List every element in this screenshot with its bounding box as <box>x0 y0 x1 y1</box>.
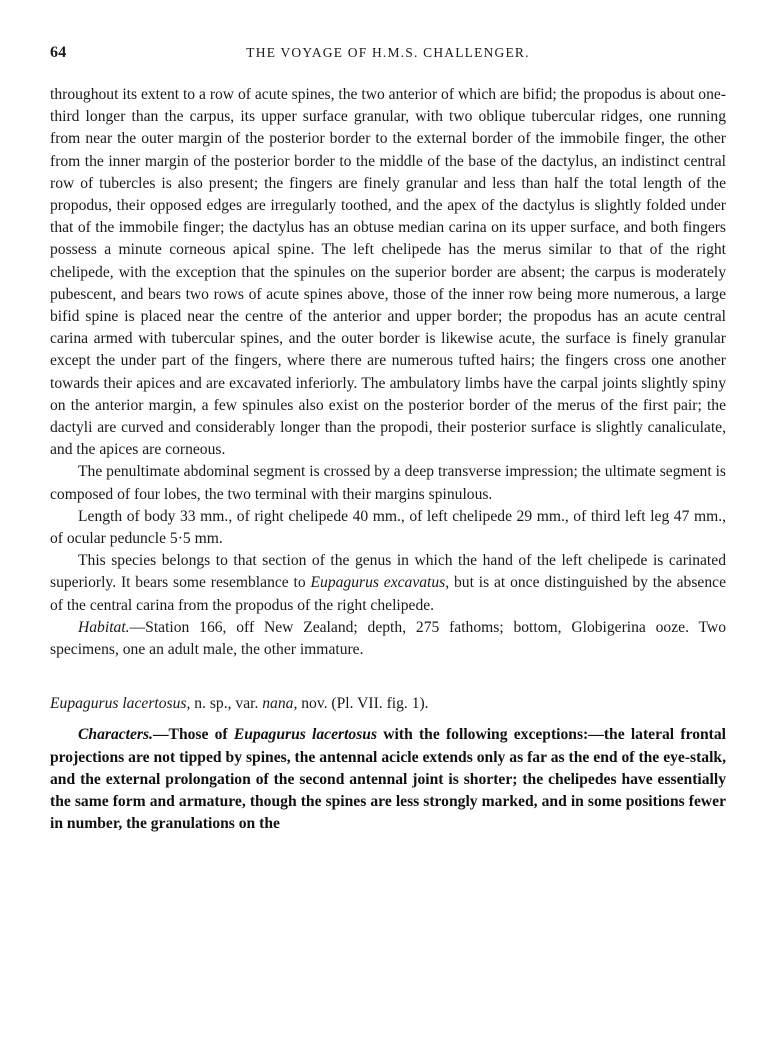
characters-species: Eupagurus lacertosus <box>233 726 378 744</box>
remarks-text-1: This species belongs to that section of the genus in which the hand of the left chelipede is carinated superiorly. It bears some resemblance to <box>50 552 726 592</box>
characters-pre: —Those of <box>152 726 234 744</box>
paragraph-measurements: Length of body 33 mm., of right chelipede 40 mm., of left chelipede 29 mm., of third left leg 47 mm., of ocular peduncle 5·5 mm. <box>50 507 726 548</box>
characters-label: Characters. <box>78 726 153 744</box>
section-gap <box>50 661 726 693</box>
running-head: THE VOYAGE OF H.M.S. CHALLENGER. <box>246 45 530 60</box>
heading-end: nov. (Pl. VII. fig. 1). <box>297 695 429 713</box>
habitat-label: Habitat. <box>78 618 130 636</box>
paragraph-description: throughout its extent to a row of acute spines, the two anterior of which are bifid; the propodus is about one-third longer than the carpus, its upper surface granular, with two oblique tubercular ridges, one running from near the outer margin of the posterior border to the external border of the immobile finger, the other from the inner margin of the posterior border to the middle of the base of the dactylus, an indistinct central row of tubercles is also present; the fingers are finely granular and less than half the total length of the propodus, their opposed edges are irregularly toothed, and the apex of the dactylus is slightly folded under that of the immobile finger; the dactylus has an obtuse median carina on its upper surface, and both fingers possess a minute corneous apical spine. The left chelipede has the merus similar to that of the right chelipede, with the exception that the spinules on the superior border are absent; the carpus is moderately pubescent, and bears two rows of acute spines above, those of the inner row being more numerous, a large bifid spine is placed near the centre of the anterior and upper border; the propodus has an acute central carina armed with tubercular spines, and the outer border is likewise acute, the surface is finely granular except the under part of the fingers, where there are numerous tufted hairs; the fingers cross one another towards their apices and are excavated inferiorly. The ambulatory limbs have the carpal joints slightly spiny on the anterior margin, a few spinules also exist on the posterior border of the merus of the first pair; the dactyli are curved and considerably longer than the propodi, their posterior surface is slightly canaliculate, and the apices are corneous. <box>50 86 726 459</box>
heading-variety: nana, <box>262 695 298 713</box>
paragraph-remarks <box>50 550 726 617</box>
paragraph-characters <box>50 724 726 835</box>
paragraph-habitat <box>50 617 726 661</box>
page-number: 64 <box>50 44 67 61</box>
paragraph-abdomen: The penultimate abdominal segment is crossed by a deep transverse impression; the ultimate segment is composed of four lobes, the two terminal with their margins spinulous. <box>50 463 726 503</box>
variety-heading <box>50 693 726 715</box>
heading-genus: Eupagurus lacertosus, <box>50 695 191 713</box>
body-text <box>50 84 726 836</box>
species-name-excavatus: Eupagurus excavatus, <box>310 574 450 592</box>
heading-mid: n. sp., var. <box>190 695 263 713</box>
remarks-text-2: but is at once distinguished by the absence of the central carina from the propodus of the right chelipede. <box>50 574 726 614</box>
habitat-text: —Station 166, off New Zealand; depth, 275 fathoms; bottom, Globigerina ooze. Two specimens, one an adult male, the other immature. <box>50 618 726 659</box>
characters-text: with the following exceptions:—the lateral frontal projections are not tipped by spines, the antennal acicle extends only as far as the end of the eye-stalk, and the external prolongation of the second antennal joint is shorter; the chelipedes have essentially the same form and armature, though the spines are less strongly marked, and in some positions fewer in number, the granulations on the <box>50 726 726 833</box>
page-header <box>50 44 726 66</box>
